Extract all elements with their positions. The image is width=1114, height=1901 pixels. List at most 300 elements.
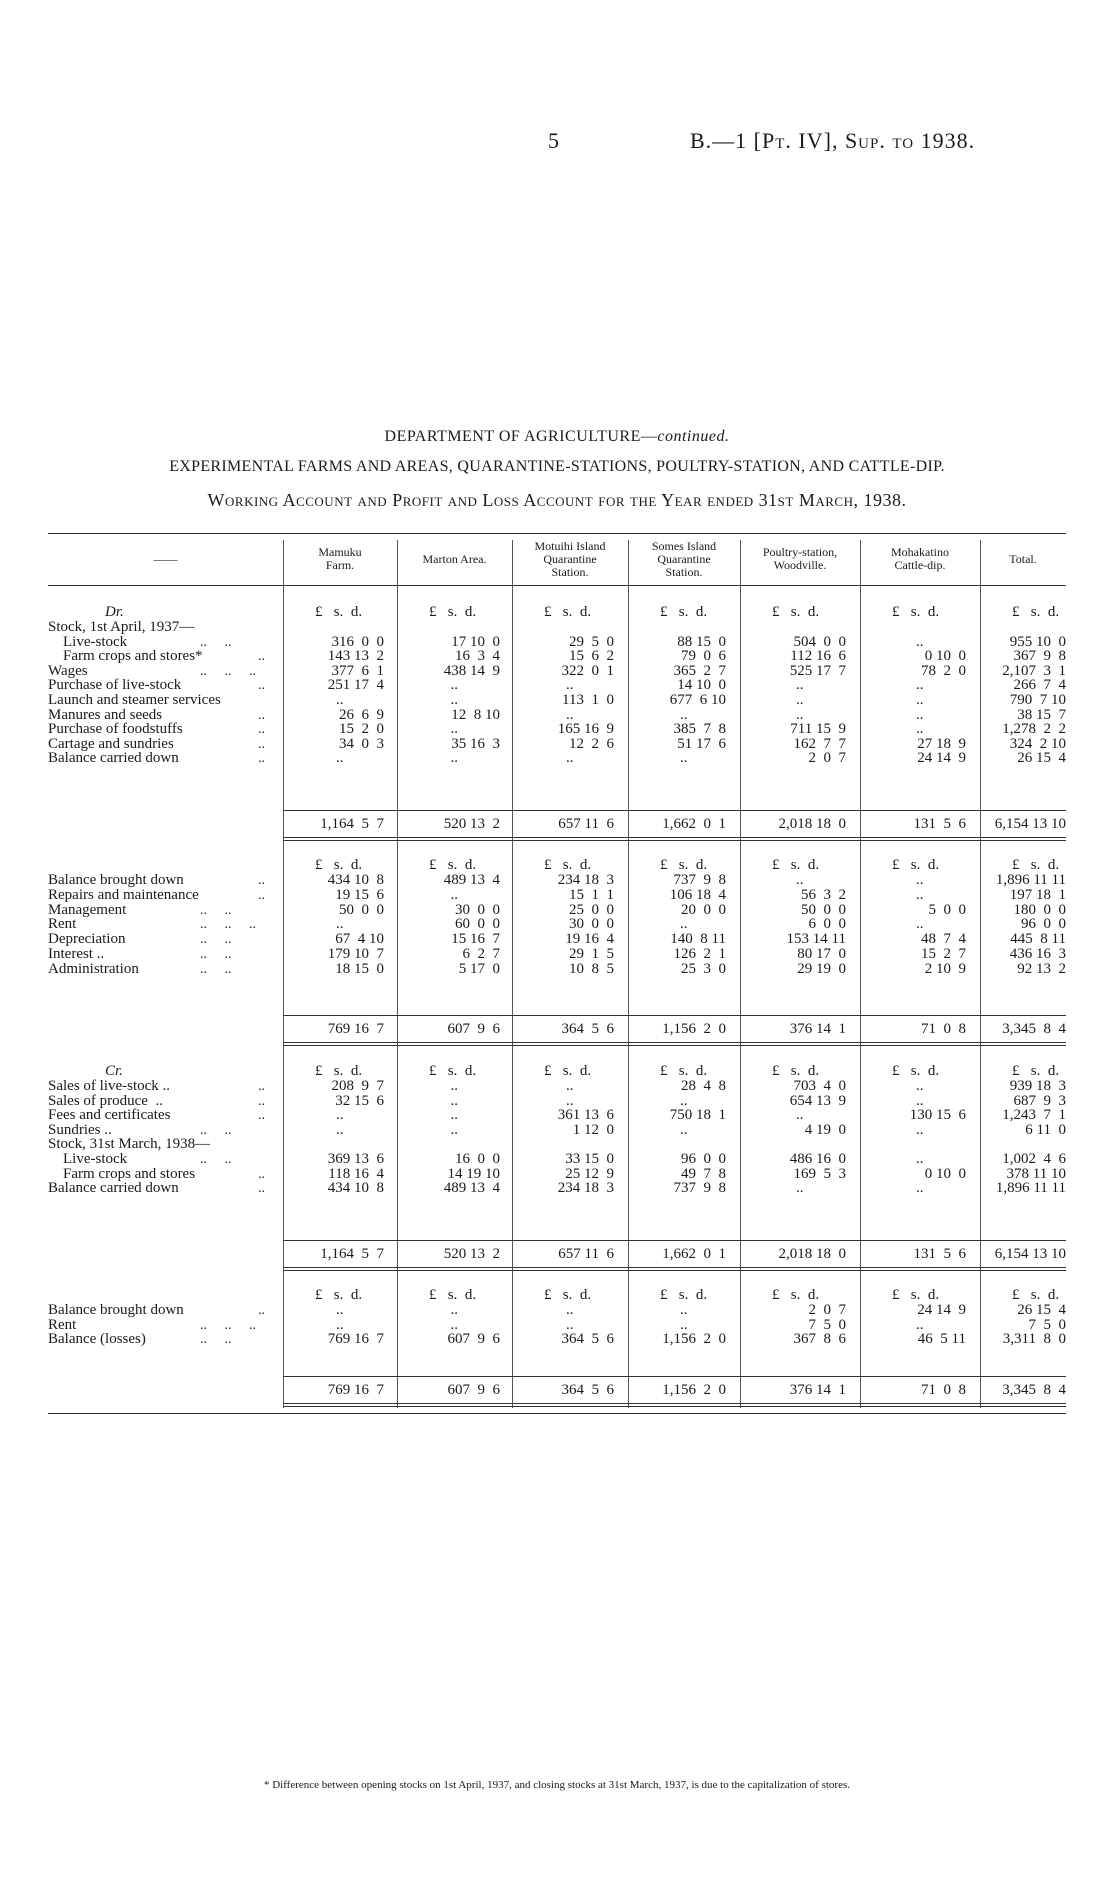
- table-cell: 32 15 6: [335, 1092, 384, 1109]
- total-cell: 3,345 8 4: [1002, 1382, 1066, 1398]
- column-header-marton-area: [397, 553, 512, 566]
- leader-dots: ..: [258, 1079, 265, 1094]
- table-cell: 322 0 1: [561, 662, 614, 679]
- table-cell: ..: [916, 1316, 924, 1333]
- header-bottom-rule: [48, 585, 1066, 586]
- leader-dots: .. ..: [200, 932, 232, 948]
- row-label: Rent: [48, 1316, 77, 1333]
- row-label: Balance brought down: [48, 872, 184, 888]
- leader-dots: ..: [258, 887, 265, 903]
- table-cell: ..: [916, 872, 924, 888]
- table-cell: 15 6 2: [569, 648, 614, 665]
- row-label: Balance (losses): [48, 1331, 146, 1347]
- table-cell: 96 0 0: [1021, 916, 1066, 933]
- table-cell: ..: [680, 916, 688, 933]
- table-cell: ..: [680, 1302, 688, 1318]
- table-cell: ..: [796, 706, 804, 723]
- total-top-rule: [283, 1376, 1066, 1377]
- table-cell: 49 7 8: [681, 1165, 726, 1182]
- table-cell: 251 17 4: [327, 677, 384, 694]
- total-cell: 607 9 6: [447, 1382, 500, 1398]
- currency-header: £ s. d.: [429, 1287, 477, 1303]
- table-cell: 27 18 9: [917, 735, 966, 752]
- leader-dots: .. .. ..: [200, 663, 256, 679]
- table-cell: 737 9 8: [673, 1180, 726, 1197]
- table-cell: ..: [336, 692, 344, 708]
- leader-dots: ..: [258, 649, 265, 665]
- total-bottom-rule: [283, 1406, 1066, 1407]
- table-cell: 769 16 7: [327, 1331, 384, 1347]
- row-label: Balance brought down: [48, 1302, 184, 1318]
- table-cell: 56 3 2: [801, 886, 846, 903]
- table-cell: 80 17 0: [797, 946, 846, 962]
- table-cell: ..: [450, 1121, 458, 1138]
- currency-header: £ s. d.: [772, 1063, 820, 1079]
- table-cell: 16 3 4: [455, 648, 500, 665]
- total-cell: 364 5 6: [561, 1382, 614, 1398]
- table-cell: 113 1 0: [562, 692, 614, 708]
- currency-header: £ s. d.: [315, 1063, 363, 1079]
- row-label: Fees and certificates: [48, 1107, 171, 1124]
- table-cell: 60 0 0: [455, 916, 500, 933]
- table-cell: 30 0 0: [455, 901, 500, 918]
- total-bottom-rule: [283, 1403, 1066, 1404]
- total-cell: 71 0 8: [921, 1382, 966, 1398]
- table-cell: 434 10 8: [327, 872, 384, 888]
- table-cell: 24 14 9: [917, 1302, 966, 1318]
- table-cell: 790 7 10: [1009, 692, 1066, 708]
- currency-header: £ s. d.: [544, 1287, 592, 1303]
- table-cell: ..: [796, 692, 804, 708]
- document-reference: B.—1 [Pt. IV], Sup. to 1938.: [690, 128, 976, 153]
- table-cell: 1,896 11 11: [995, 1180, 1066, 1197]
- column-header-line: Mamuku: [318, 545, 362, 559]
- total-top-rule: [283, 1015, 1066, 1016]
- total-cell: 769 16 7: [327, 1021, 384, 1037]
- currency-header: £ s. d.: [772, 857, 820, 873]
- table-subtitle: EXPERIMENTAL FARMS AND AREAS, QUARANTINE-STATIONS, POULTRY-STATION, AND CATTLE-DIP.: [169, 458, 945, 475]
- total-cell: 364 5 6: [561, 1021, 614, 1037]
- table-cell: ..: [336, 1121, 344, 1138]
- table-cell: 525 17 7: [789, 662, 846, 679]
- table-cell: 5 0 0: [928, 901, 966, 918]
- column-header-line: Farm.: [325, 558, 355, 572]
- table-cell: ..: [450, 1316, 458, 1333]
- table-cell: 35 16 3: [451, 735, 500, 752]
- table-bottom-rule: [48, 1413, 1066, 1414]
- table-cell: 19 16 4: [565, 931, 614, 948]
- table-cell: 364 5 6: [561, 1331, 614, 1347]
- table-cell: 0 10 0: [924, 1165, 966, 1182]
- table-cell: ..: [566, 706, 574, 723]
- table-cell: ..: [450, 692, 458, 708]
- table-cell: ..: [916, 692, 924, 708]
- currency-header: £ s. d.: [772, 604, 820, 620]
- row-label: Wages: [48, 662, 88, 679]
- column-header-line: Total.: [1009, 551, 1037, 566]
- table-cell: ..: [450, 1078, 458, 1094]
- currency-header: £ s. d.: [544, 857, 592, 873]
- table-cell: ..: [450, 1302, 458, 1318]
- row-label: Sales of live-stock ..: [48, 1078, 171, 1094]
- column-divider: [512, 540, 513, 1408]
- table-cell: 25 12 9: [565, 1165, 614, 1182]
- table-cell: ..: [796, 1180, 804, 1197]
- column-header-mohakatino-dip: [860, 546, 980, 572]
- table-cell: 7 5 0: [1028, 1316, 1066, 1333]
- table-cell: 51 17 6: [677, 735, 726, 752]
- table-cell: 955 10 0: [1009, 633, 1066, 650]
- table-cell: 369 13 6: [327, 1151, 384, 1167]
- column-header-line: Marton Area.: [422, 551, 487, 566]
- total-bottom-rule: [283, 1045, 1066, 1046]
- total-cell: 657 11 6: [558, 1246, 614, 1262]
- table-cell: ..: [336, 750, 344, 767]
- leader-dots: ..: [258, 873, 265, 888]
- total-cell: 6,154 13 10: [994, 1246, 1066, 1262]
- table-cell: ..: [916, 1078, 924, 1094]
- total-top-rule: [283, 810, 1066, 811]
- table-cell: 88 15 0: [677, 633, 726, 650]
- department-title: [0, 428, 1114, 446]
- column-header-blank: [48, 553, 283, 566]
- currency-header: £ s. d.: [544, 1063, 592, 1079]
- table-cell: 6 0 0: [808, 916, 846, 933]
- total-cell: 607 9 6: [447, 1021, 500, 1037]
- table-cell: 15 1 1: [569, 886, 614, 903]
- table-cell: 179 10 7: [327, 946, 384, 962]
- table-cell: ..: [450, 1092, 458, 1109]
- table-cell: 489 13 4: [443, 872, 500, 888]
- table-cell: ..: [796, 1107, 804, 1124]
- table-cell: 365 2 7: [673, 662, 726, 679]
- total-cell: 1,156 2 0: [662, 1382, 726, 1398]
- table-cell: 654 13 9: [789, 1092, 846, 1109]
- table-cell: 162 7 7: [793, 735, 846, 752]
- table-cell: 14 19 10: [447, 1165, 500, 1182]
- table-cell: ..: [566, 750, 574, 767]
- currency-header: £ s. d.: [429, 604, 477, 620]
- total-cell: 71 0 8: [921, 1021, 966, 1037]
- column-header-line: Quarantine: [657, 551, 711, 566]
- table-cell: 1,156 2 0: [662, 1331, 726, 1347]
- currency-header: £ s. d.: [315, 857, 363, 873]
- table-cell: 607 9 6: [447, 1331, 500, 1347]
- department-continued: continued.: [657, 428, 730, 445]
- table-cell: 17 10 0: [451, 633, 500, 650]
- table-cell: 438 14 9: [443, 662, 500, 679]
- table-cell: 78 2 0: [921, 662, 966, 679]
- leader-dots: .. ..: [200, 634, 232, 650]
- column-header-line: Station.: [551, 564, 589, 579]
- table-cell: 504 0 0: [793, 633, 846, 650]
- leader-dots: .. ..: [200, 1122, 232, 1138]
- table-cell: 29 1 5: [569, 946, 614, 962]
- table-cell: 1 12 0: [572, 1121, 614, 1138]
- table-cell: 34 0 3: [339, 735, 384, 752]
- column-header-somes-island: [628, 540, 740, 579]
- table-cell: 153 14 11: [786, 931, 846, 948]
- row-label: Cartage and sundries: [48, 735, 174, 752]
- currency-header: £ s. d.: [1012, 1287, 1060, 1303]
- table-cell: 33 15 0: [565, 1151, 614, 1167]
- leader-dots: .. ..: [200, 947, 232, 962]
- table-cell: 126 2 1: [673, 946, 726, 962]
- table-cell: 25 3 0: [681, 960, 726, 977]
- total-cell: 3,345 8 4: [1002, 1021, 1066, 1037]
- row-label: Repairs and maintenance: [48, 886, 199, 903]
- table-cell: ..: [916, 633, 924, 650]
- page-number: 5: [548, 128, 559, 153]
- table-cell: 0 10 0: [924, 648, 966, 665]
- table-cell: 703 4 0: [793, 1078, 846, 1094]
- table-cell: 208 9 7: [331, 1078, 384, 1094]
- table-cell: 266 7 4: [1013, 677, 1066, 694]
- table-cell: ..: [336, 1302, 344, 1318]
- footnote: * Difference between opening stocks on 1st April, 1937, and closing stocks at 31st March, 1937, is due to the capitalization of stores.: [263, 1779, 851, 1791]
- total-cell: 1,164 5 7: [320, 1246, 384, 1262]
- table-cell: 316 0 0: [331, 633, 384, 650]
- table-cell: 6 11 0: [1025, 1121, 1066, 1138]
- table-cell: 234 18 3: [557, 872, 614, 888]
- table-cell: ..: [566, 677, 574, 694]
- table-cell: ..: [450, 1107, 458, 1124]
- table-cell: ..: [916, 706, 924, 723]
- table-cell: 1,243 7 1: [1002, 1107, 1066, 1124]
- total-bottom-rule: [283, 840, 1066, 841]
- currency-header: £ s. d.: [544, 604, 592, 620]
- total-cell: 1,662 0 1: [662, 1246, 726, 1262]
- column-header-line: Cattle-dip.: [894, 558, 946, 572]
- table-cell: 50 0 0: [801, 901, 846, 918]
- currency-header: £ s. d.: [1012, 604, 1060, 620]
- total-bottom-rule: [283, 1267, 1066, 1268]
- total-cell: 520 13 2: [443, 1246, 500, 1262]
- leader-dots: .. .. ..: [200, 1317, 256, 1333]
- table-cell: ..: [680, 1092, 688, 1109]
- column-header-line: Somes Island: [651, 538, 717, 553]
- table-cell: ..: [566, 1092, 574, 1109]
- table-cell: 18 15 0: [335, 960, 384, 977]
- table-cell: 378 11 10: [1006, 1165, 1066, 1182]
- column-header-line: Station.: [665, 564, 703, 579]
- total-cell: 131 5 6: [913, 816, 966, 832]
- currency-header: £ s. d.: [660, 1063, 708, 1079]
- currency-header: £ s. d.: [660, 604, 708, 620]
- currency-header: £ s. d.: [315, 1287, 363, 1303]
- table-cell: 24 14 9: [917, 750, 966, 767]
- total-cell: 376 14 1: [789, 1021, 846, 1037]
- table-cell: 180 0 0: [1013, 901, 1066, 918]
- table-cell: 677 6 10: [669, 692, 726, 708]
- table-cell: 6 2 7: [462, 946, 500, 962]
- total-cell: 520 13 2: [443, 816, 500, 832]
- table-cell: ..: [680, 1121, 688, 1138]
- table-cell: ..: [916, 1092, 924, 1109]
- total-cell: 376 14 1: [789, 1382, 846, 1398]
- row-label: Farm crops and stores*: [48, 648, 203, 665]
- column-header-mamuku-farm: [283, 546, 397, 572]
- column-divider: [860, 540, 861, 1408]
- table-cell: ..: [336, 1316, 344, 1333]
- table-cell: ..: [916, 1151, 924, 1167]
- table-cell: 12 8 10: [451, 706, 500, 723]
- currency-header: £ s. d.: [1012, 1063, 1060, 1079]
- table-cell: 46 5 11: [917, 1331, 966, 1347]
- table-cell: 385 7 8: [673, 721, 726, 738]
- table-cell: 92 13 2: [1017, 960, 1066, 977]
- total-top-rule: [283, 1240, 1066, 1241]
- leader-dots: ..: [258, 707, 265, 723]
- table-cell: 3,311 8 0: [1002, 1331, 1066, 1347]
- table-cell: 2,107 3 1: [1002, 662, 1066, 679]
- table-cell: ..: [916, 886, 924, 903]
- table-cell: 165 16 9: [557, 721, 614, 738]
- table-cell: 143 13 2: [327, 648, 384, 665]
- table-cell: ..: [680, 1316, 688, 1333]
- row-label: Launch and steamer services: [48, 692, 221, 708]
- column-header-line: ——: [153, 551, 178, 566]
- table-cell: 486 16 0: [789, 1151, 846, 1167]
- table-cell: 12 2 6: [569, 735, 614, 752]
- table-cell: 2 0 7: [808, 750, 846, 767]
- leader-dots: ..: [258, 1181, 265, 1197]
- table-cell: ..: [916, 1180, 924, 1197]
- table-cell: 5 17 0: [458, 960, 500, 977]
- column-header-total: [980, 553, 1066, 566]
- department-name: DEPARTMENT OF AGRICULTURE—: [384, 428, 658, 445]
- row-label: Sales of produce ..: [48, 1092, 163, 1109]
- column-header-line: Quarantine: [543, 551, 597, 566]
- account-title: Working Account and Profit and Loss Account for the Year ended 31st March, 1938.: [207, 490, 907, 510]
- table-cell: 445 8 11: [1010, 931, 1066, 948]
- row-label: Interest ..: [48, 946, 105, 962]
- table-cell: 29 5 0: [569, 633, 614, 650]
- table-cell: 687 9 3: [1013, 1092, 1066, 1109]
- row-label: Depreciation: [48, 931, 126, 948]
- row-label: Rent: [48, 916, 77, 933]
- table-cell: 67 4 10: [335, 931, 384, 948]
- table-cell: 434 10 8: [327, 1180, 384, 1197]
- table-cell: 436 16 3: [1009, 946, 1066, 962]
- total-bottom-rule: [283, 1270, 1066, 1271]
- table-cell: ..: [680, 706, 688, 723]
- table-cell: 79 0 6: [681, 648, 726, 665]
- table-cell: ..: [796, 677, 804, 694]
- table-cell: 48 7 4: [921, 931, 966, 948]
- table-cell: ..: [566, 1302, 574, 1318]
- row-label: Purchase of live-stock: [48, 677, 182, 694]
- table-cell: 106 18 4: [669, 886, 726, 903]
- table-cell: 2 0 7: [808, 1302, 846, 1318]
- total-cell: 769 16 7: [327, 1382, 384, 1398]
- table-cell: 1,278 2 2: [1002, 721, 1066, 738]
- row-label: Purchase of foodstuffs: [48, 721, 183, 738]
- column-header-poultry-station: [740, 546, 860, 572]
- table-cell: 26 15 4: [1017, 750, 1066, 767]
- total-cell: 1,164 5 7: [320, 816, 384, 832]
- row-label: Administration: [48, 960, 139, 977]
- table-cell: 38 15 7: [1017, 706, 1066, 723]
- table-cell: 50 0 0: [339, 901, 384, 918]
- row-label: Manures and seeds: [48, 706, 163, 723]
- leader-dots: ..: [258, 751, 265, 767]
- table-cell: 4 19 0: [804, 1121, 846, 1138]
- currency-header: £ s. d.: [429, 857, 477, 873]
- table-cell: 197 18 1: [1009, 886, 1066, 903]
- table-cell: 10 8 5: [569, 960, 614, 977]
- table-cell: 14 10 0: [677, 677, 726, 694]
- currency-header: £ s. d.: [772, 1287, 820, 1303]
- row-label: Sundries ..: [48, 1121, 112, 1138]
- table-cell: 140 8 11: [670, 931, 726, 948]
- table-cell: 1,896 11 11: [995, 872, 1066, 888]
- column-divider: [980, 540, 981, 1408]
- table-cell: 16 0 0: [455, 1151, 500, 1167]
- column-divider: [397, 540, 398, 1408]
- section-heading: Cr.: [105, 1063, 123, 1079]
- leader-dots: .. ..: [200, 961, 232, 977]
- table-cell: ..: [450, 721, 458, 738]
- table-cell: 15 2 0: [339, 721, 384, 738]
- row-label: Stock, 31st March, 1938—: [48, 1136, 211, 1153]
- row-label: Live-stock: [48, 1151, 128, 1167]
- table-cell: 1,002 4 6: [1002, 1151, 1066, 1167]
- table-cell: ..: [450, 886, 458, 903]
- table-cell: 26 15 4: [1017, 1302, 1066, 1318]
- column-divider: [628, 540, 629, 1408]
- column-divider: [740, 540, 741, 1408]
- currency-header: £ s. d.: [660, 857, 708, 873]
- leader-dots: ..: [258, 678, 265, 694]
- total-bottom-rule: [283, 837, 1066, 838]
- table-cell: 15 2 7: [921, 946, 966, 962]
- leader-dots: .. ..: [200, 1332, 232, 1347]
- table-cell: 377 6 1: [331, 662, 384, 679]
- table-cell: ..: [916, 1121, 924, 1138]
- currency-header: £ s. d.: [892, 1287, 940, 1303]
- currency-header: £ s. d.: [660, 1287, 708, 1303]
- leader-dots: ..: [258, 1303, 265, 1318]
- column-header-line: Motuihi Island: [534, 538, 606, 553]
- header-top-rule: [48, 533, 1066, 534]
- row-label: Balance carried down: [48, 750, 179, 767]
- table-cell: ..: [916, 721, 924, 738]
- currency-header: £ s. d.: [892, 604, 940, 620]
- row-label: Live-stock: [48, 633, 128, 650]
- table-cell: ..: [450, 750, 458, 767]
- table-cell: 2 10 9: [924, 960, 966, 977]
- table-cell: ..: [916, 916, 924, 933]
- table-cell: 711 15 9: [790, 721, 846, 738]
- table-cell: 28 4 8: [681, 1078, 726, 1094]
- leader-dots: ..: [258, 736, 265, 752]
- total-cell: 6,154 13 10: [994, 816, 1066, 832]
- leader-dots: .. ..: [200, 902, 232, 918]
- total-cell: 1,662 0 1: [662, 816, 726, 832]
- column-header-line: Poultry-station,: [762, 545, 838, 559]
- table-cell: ..: [916, 677, 924, 694]
- table-cell: 19 15 6: [335, 886, 384, 903]
- table-cell: 324 2 10: [1009, 735, 1066, 752]
- table-cell: 96 0 0: [681, 1151, 726, 1167]
- row-label: Management: [48, 901, 127, 918]
- leader-dots: ..: [258, 1108, 265, 1124]
- row-label: Stock, 1st April, 1937—: [48, 619, 195, 635]
- table-cell: 939 18 3: [1009, 1078, 1066, 1094]
- table-cell: 29 19 0: [797, 960, 846, 977]
- table-cell: ..: [336, 916, 344, 933]
